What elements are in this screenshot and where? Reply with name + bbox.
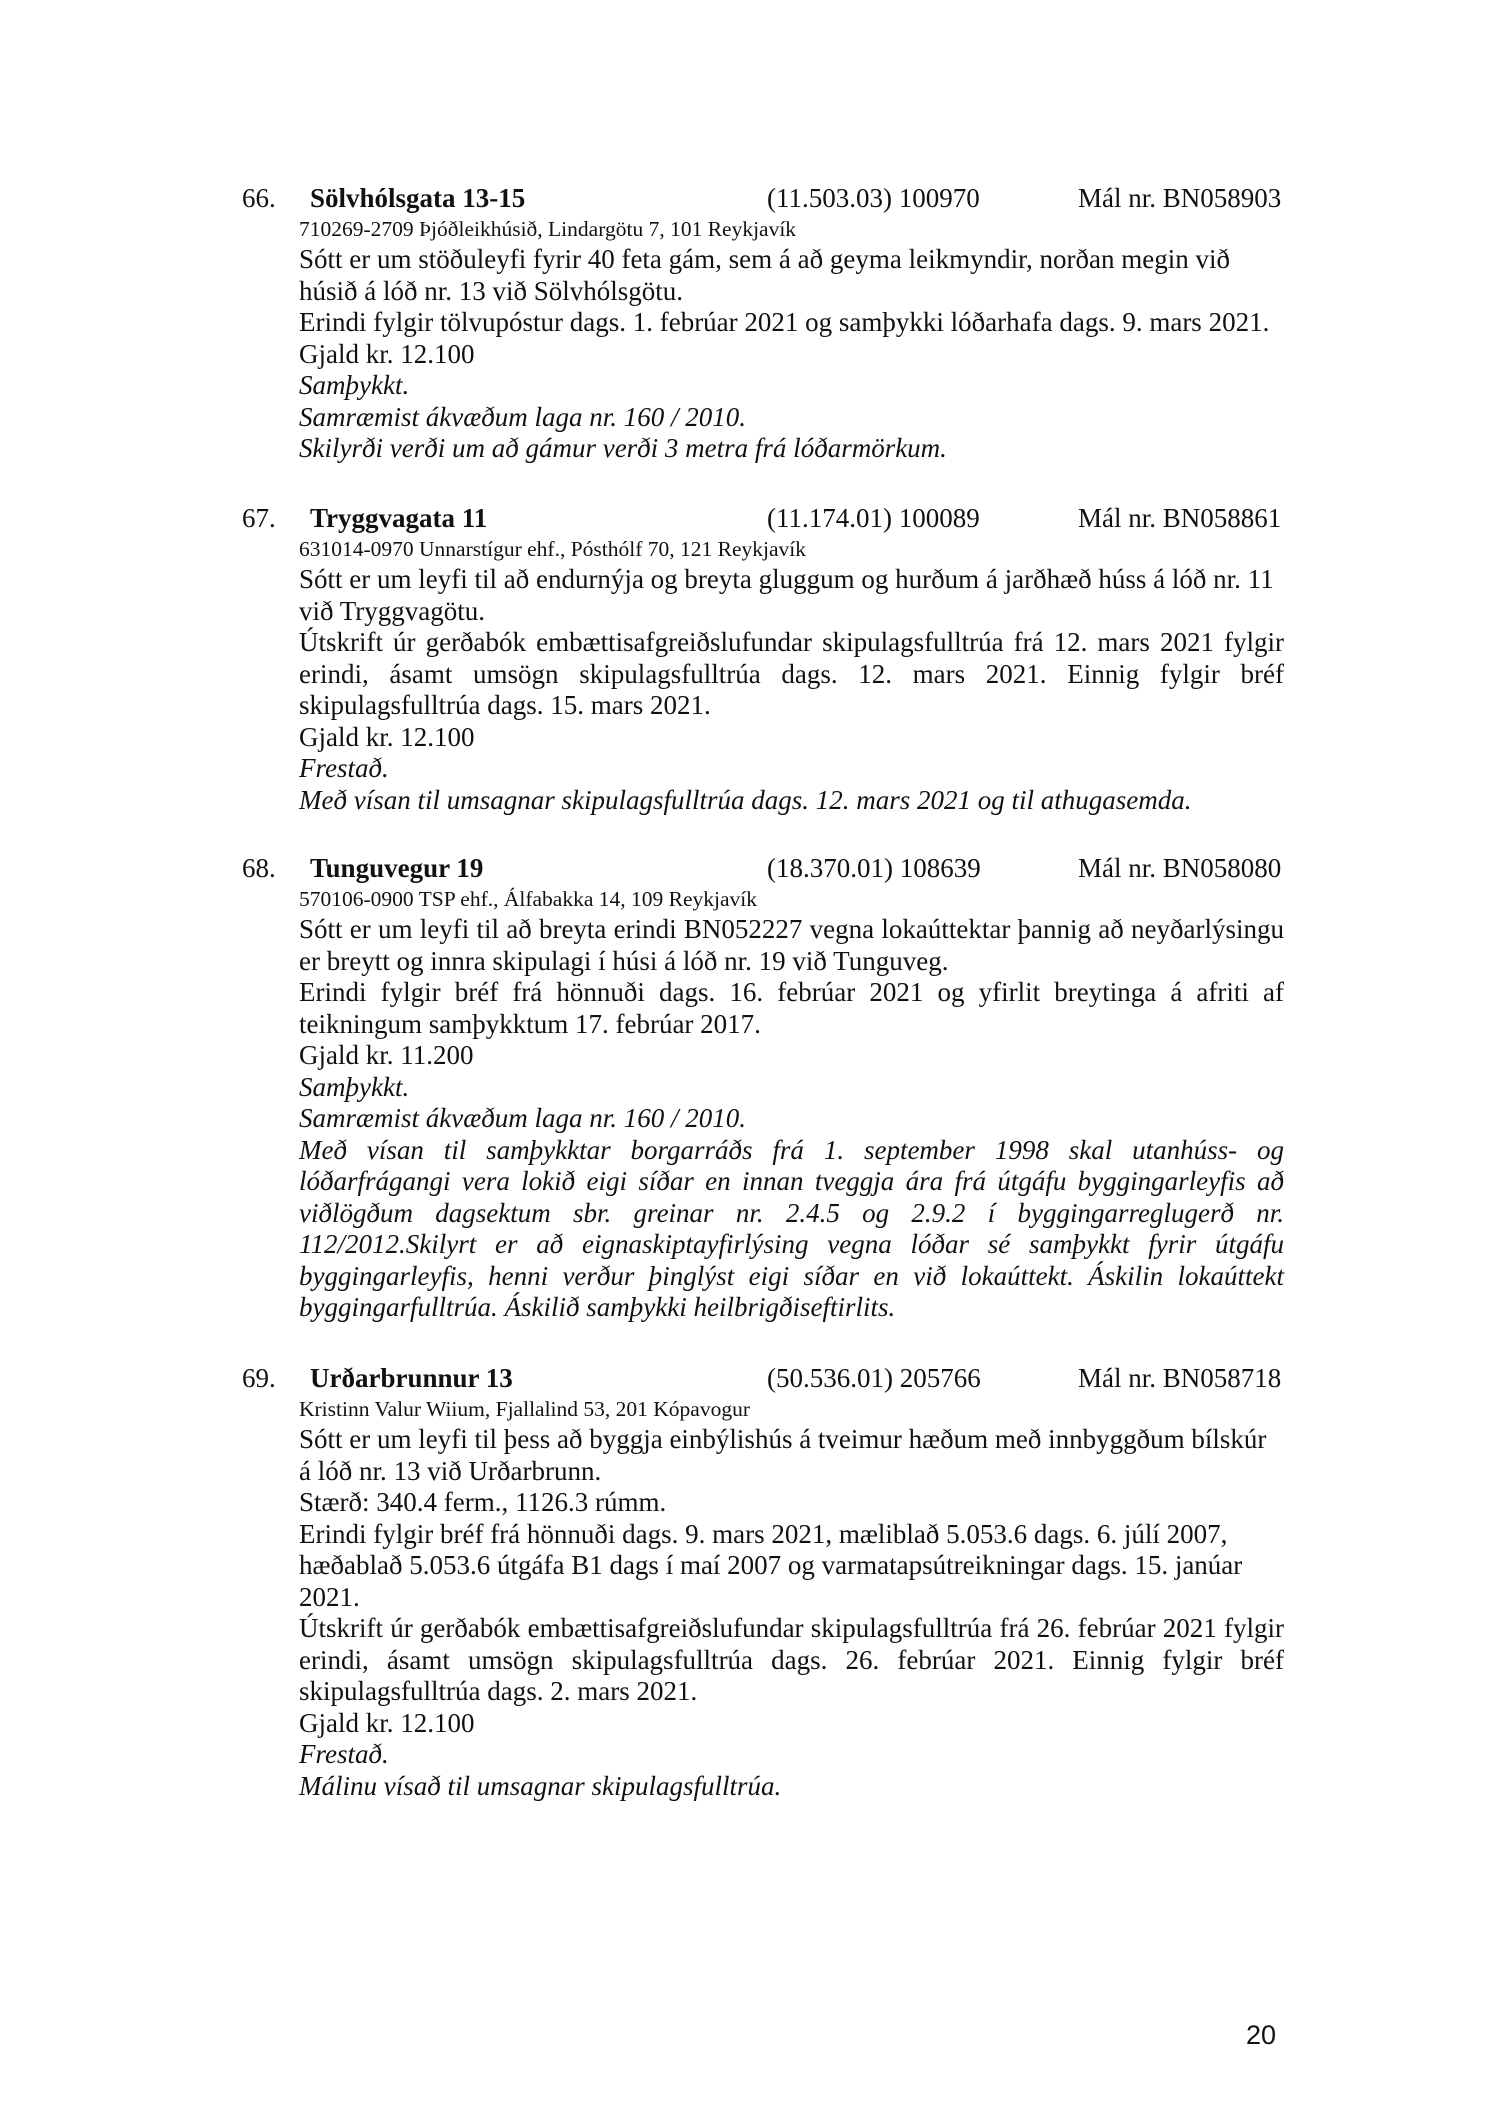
entry-decision: Samþykkt. <box>299 1071 410 1102</box>
entry-header <box>0 1361 1500 1395</box>
entry-note: Með vísan til umsagnar skipulagsfulltrúa dags. 12. mars 2021 og til athugasemda. <box>299 784 1192 815</box>
entry-address: Sölvhólsgata 13-15 <box>310 183 526 213</box>
entry-applicant: 710269-2709 Þjóðleikhúsið, Lindargötu 7, 101 Reykjavík <box>299 217 797 241</box>
entry-lot-id: (11.174.01) 100089 <box>767 503 980 533</box>
entry-body <box>299 564 1284 816</box>
entry-number: 68. <box>242 853 276 883</box>
case-entry-68 <box>0 851 1500 1324</box>
entry-fee: Gjald kr. 12.100 <box>299 1707 475 1738</box>
entry-fee: Gjald kr. 12.100 <box>299 338 475 369</box>
entry-description: Sótt er um leyfi til að endurnýja og breyta gluggum og hurðum á jarðhæð húss á lóð nr. 11 við Tryggvagötu. <box>299 564 1274 626</box>
entry-body <box>299 914 1284 1324</box>
case-entry-67 <box>0 501 1500 816</box>
entry-address: Urðarbrunnur 13 <box>310 1363 513 1393</box>
entry-case-number: Mál nr. BN058903 <box>1078 183 1282 213</box>
entry-decision: Frestað. <box>299 1739 389 1769</box>
entry-header <box>0 181 1500 215</box>
entry-address: Tunguvegur 19 <box>310 853 484 883</box>
entry-applicant: Kristinn Valur Wiium, Fjallalind 53, 201 Kópavogur <box>299 1397 751 1421</box>
entry-attachments: Erindi fylgir bréf frá hönnuði dags. 16. febrúar 2021 og yfirlit breytinga á afriti af teikningum samþykktum 17. febrúar 2017. <box>299 977 1284 1039</box>
entry-address: Tryggvagata 11 <box>310 503 488 533</box>
entry-note: Samræmist ákvæðum laga nr. 160 / 2010. <box>299 1103 747 1133</box>
entry-size: Stærð: 340.4 ferm., 1126.3 rúmm. <box>299 1487 667 1517</box>
entry-decision: Samþykkt. <box>299 370 410 400</box>
entry-case-number: Mál nr. BN058718 <box>1078 1363 1282 1393</box>
entry-lot-id: (50.536.01) 205766 <box>767 1363 981 1393</box>
entry-note: Samræmist ákvæðum laga nr. 160 / 2010. <box>299 401 747 432</box>
entry-header <box>0 501 1500 535</box>
entry-body <box>299 244 1284 465</box>
entry-applicant: 631014-0970 Unnarstígur ehf., Pósthólf 70, 121 Reykjavík <box>299 537 806 561</box>
entry-case-number: Mál nr. BN058080 <box>1078 853 1282 883</box>
entry-note: Málinu vísað til umsagnar skipulagsfulltrúa. <box>299 1770 782 1801</box>
entry-attachments: Erindi fylgir tölvupóstur dags. 1. febrúar 2021 og samþykki lóðarhafa dags. 9. mars 2021. <box>299 307 1270 337</box>
entry-case-number: Mál nr. BN058861 <box>1078 503 1282 533</box>
entry-description: Sótt er um leyfi til að breyta erindi BN052227 vegna lokaúttektar þannig að neyðarlýsingu er breytt og innra skipulagi í húsi á lóð nr. 19 við Tunguveg. <box>299 914 1284 976</box>
entry-body <box>299 1424 1284 1802</box>
entry-decision: Frestað. <box>299 753 389 783</box>
entry-attachments: Erindi fylgir bréf frá hönnuði dags. 9. mars 2021, mæliblað 5.053.6 dags. 6. júlí 2007, hæðablað 5.053.6 útgáfa B1 dags í maí 2007 og varmatapsútreikningar dags. 15. janúar 2021. <box>299 1518 1243 1612</box>
entry-note: Með vísan til samþykktar borgarráðs frá 1. september 1998 skal utanhúss- og lóðarfrágangi vera lokið eigi síðar en innan tveggja ára frá útgáfu byggingarleyfis að viðlögðum dagsektum sbr. greinar nr. 2.4.5 og 2.9.2 í byggingarreglugerð nr. 112/2012.Skilyrt er að eignaskiptayfirlýsing vegna lóðar sé samþykkt fyrir útgáfu byggingarleyfis, henni verður þinglýst eigi síðar en við lokaúttekt. Áskilin lokaúttekt byggingarfulltrúa. Áskilið samþykki heilbrigðiseftirlits. <box>299 1134 1284 1322</box>
entry-description: Sótt er um leyfi til þess að byggja einbýlishús á tveimur hæðum með innbyggðum bílskúr á lóð nr. 13 við Urðarbrunn. <box>299 1424 1267 1486</box>
entry-lot-id: (18.370.01) 108639 <box>767 853 981 883</box>
case-entry-66 <box>0 181 1500 465</box>
entry-fee: Gjald kr. 12.100 <box>299 721 475 752</box>
entry-number: 69. <box>242 1363 276 1393</box>
entry-attachments-2: Útskrift úr gerðabók embættisafgreiðslufundar skipulagsfulltrúa frá 26. febrúar 2021 fylgir erindi, ásamt umsögn skipulagsfulltrúa dags. 26. febrúar 2021. Einnig fylgir bréf skipulagsfulltrúa dags. 2. mars 2021. <box>299 1613 1284 1706</box>
entry-description: Sótt er um stöðuleyfi fyrir 40 feta gám, sem á að geyma leikmyndir, norðan megin við húsið á lóð nr. 13 við Sölvhólsgötu. <box>299 244 1230 306</box>
entry-fee: Gjald kr. 11.200 <box>299 1040 474 1070</box>
entry-header <box>0 851 1500 885</box>
entry-note: Skilyrði verði um að gámur verði 3 metra frá lóðarmörkum. <box>299 433 947 463</box>
entry-number: 66. <box>242 183 276 213</box>
entry-applicant: 570106-0900 TSP ehf., Álfabakka 14, 109 Reykjavík <box>299 887 758 911</box>
case-entry-69 <box>0 1361 1500 1802</box>
entry-lot-id: (11.503.03) 100970 <box>767 183 980 213</box>
page-number: 20 <box>1246 2020 1277 2050</box>
entry-attachments: Útskrift úr gerðabók embættisafgreiðslufundar skipulagsfulltrúa frá 12. mars 2021 fylgir erindi, ásamt umsögn skipulagsfulltrúa dags. 12. mars 2021. Einnig fylgir bréf skipulagsfulltrúa dags. 15. mars 2021. <box>299 627 1284 720</box>
entry-number: 67. <box>242 503 276 533</box>
